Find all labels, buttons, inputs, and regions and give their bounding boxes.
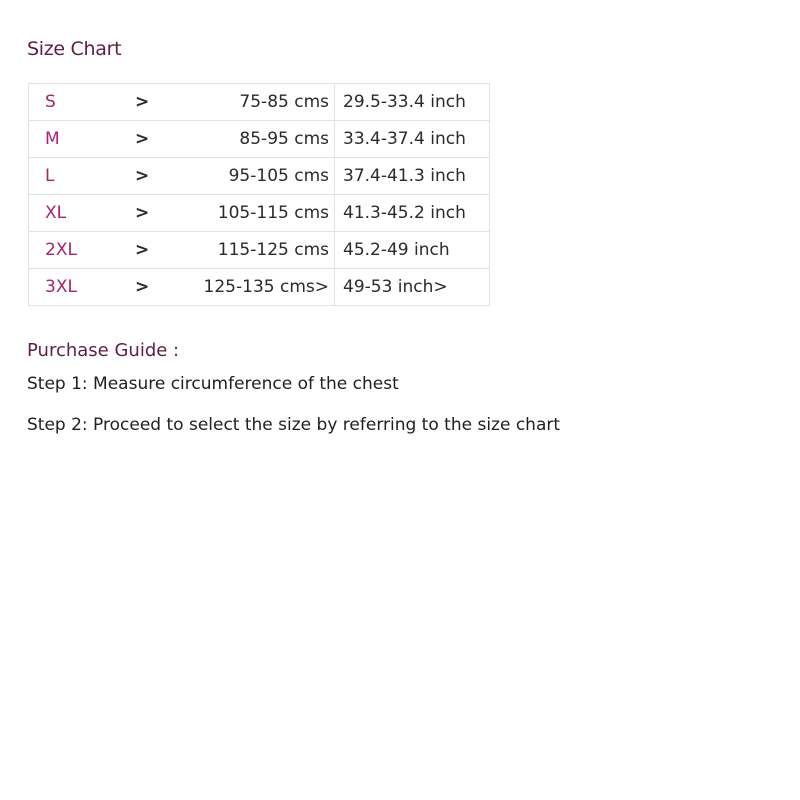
size-label: S [29,84,136,121]
cms-range: 85-95 cms [195,121,335,158]
inch-range: 49-53 inch> [335,269,490,306]
cms-range: 125-135 cms> [195,269,335,306]
size-label: XL [29,195,136,232]
table-row [29,121,490,158]
table-row [29,232,490,269]
chevron-right-icon: > [135,121,195,158]
guide-step: Step 2: Proceed to select the size by referring to the size chart [27,415,561,435]
table-row [29,195,490,232]
inch-range: 45.2-49 inch [335,232,490,269]
purchase-guide-heading: Purchase Guide : [27,340,180,361]
chevron-right-icon: > [135,269,195,306]
cms-range: 95-105 cms [195,158,335,195]
inch-range: 41.3-45.2 inch [335,195,490,232]
size-label: 3XL [29,269,136,306]
chevron-right-icon: > [135,158,195,195]
size-label: L [29,158,136,195]
size-label: M [29,121,136,158]
cms-range: 115-125 cms [195,232,335,269]
size-chart-table [28,83,490,306]
inch-range: 29.5-33.4 inch [335,84,490,121]
table-row [29,84,490,121]
chevron-right-icon: > [135,84,195,121]
table-row [29,269,490,306]
inch-range: 33.4-37.4 inch [335,121,490,158]
inch-range: 37.4-41.3 inch [335,158,490,195]
cms-range: 75-85 cms [195,84,335,121]
size-label: 2XL [29,232,136,269]
chevron-right-icon: > [135,195,195,232]
cms-range: 105-115 cms [195,195,335,232]
guide-step: Step 1: Measure circumference of the chest [27,374,399,394]
chevron-right-icon: > [135,232,195,269]
table-row [29,158,490,195]
size-chart-title: Size Chart [27,38,122,60]
